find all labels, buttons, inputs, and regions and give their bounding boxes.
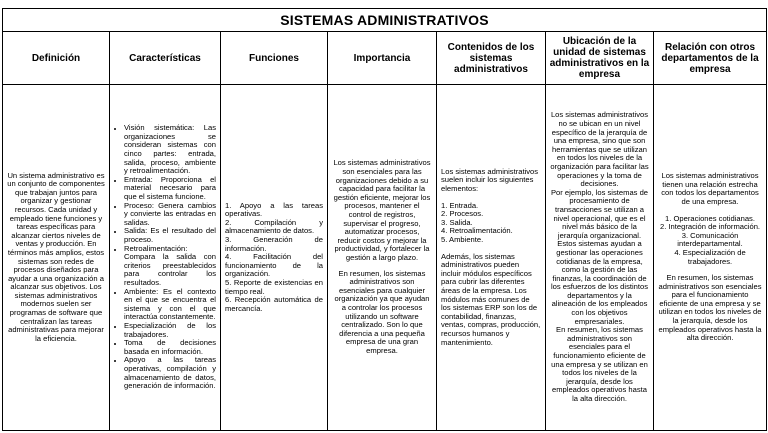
list-item: 1. Entrada. bbox=[441, 200, 479, 210]
cell-funciones bbox=[221, 85, 328, 431]
cell-importancia bbox=[328, 85, 437, 431]
relacion-intro: Los sistemas administrativos tienen una relación estrecha con todos los departamentos de una empresa. bbox=[661, 171, 759, 206]
header-caracteristicas: Características bbox=[110, 32, 221, 85]
cell-caracteristicas bbox=[110, 85, 221, 431]
contenidos-closing: Además, los sistemas administrativos pueden incluir módulos específicos para cubrir las diferentes áreas de la empresa. Los módulos más comunes de los sistemas ERP son los de contabilidad, finanzas, ventas, compras, producción, recursos humanos y mantenimiento. bbox=[441, 251, 541, 347]
list-item: • Salida: Es el resultado del proceso. bbox=[124, 227, 216, 244]
list-item: 6. Recepción automática de mercancía. bbox=[225, 295, 323, 313]
cell-contenidos bbox=[437, 85, 546, 431]
relacion-closing: En resumen, los sistemas administrativos son esenciales para el funcionamiento eficiente de una empresa y se utilizan en todos los niveles de la jerarquía, desde los empleados operativos hasta la alta dirección. bbox=[658, 273, 762, 343]
cell-definicion bbox=[3, 85, 110, 431]
list-item: 2. Integración de información. bbox=[659, 222, 761, 232]
header-row bbox=[3, 32, 767, 85]
caracteristicas-list bbox=[114, 124, 216, 390]
list-item: • Entrada: Proporciona el material necesario para que el sistema funcione. bbox=[124, 176, 216, 202]
header-contenidos: Contenidos de los sistemas administrativos bbox=[437, 32, 546, 85]
importancia-paragraph: Los sistemas administrativos son esenciales para las organizaciones debido a su capacidad para facilitar la gestión eficiente, mejorar los procesos, mantener el control de registros, supervisar el progreso, automatizar procesos, reducir costos y mejorar la productividad, y fortalecer la gestión a largo plazo. bbox=[333, 158, 431, 262]
header-importancia: Importancia bbox=[328, 32, 437, 85]
list-item: 4. Facilitación del funcionamiento de la organización. bbox=[225, 252, 323, 279]
header-definicion: Definición bbox=[3, 32, 110, 85]
cell-ubicacion bbox=[546, 85, 654, 431]
list-item: • Proceso: Genera cambios y convierte las entradas en salidas. bbox=[124, 202, 216, 228]
list-item: • Ambiente: Es el contexto en el que se encuentra el sistema y con el que interactúa constantemente. bbox=[124, 288, 216, 322]
list-item: 5. Ambiente. bbox=[441, 235, 484, 245]
list-item: 4. Especialización de trabajadores. bbox=[674, 247, 746, 266]
list-item: • Toma de decisiones basada en información. bbox=[124, 339, 216, 356]
list-item: 2. Procesos. bbox=[441, 209, 484, 219]
list-item: 4. Retroalimentación. bbox=[441, 226, 513, 236]
list-item: 3. Comunicación interdepartamental. bbox=[677, 230, 743, 249]
list-item: 3. Salida. bbox=[441, 217, 473, 227]
list-item: • Especialización de los trabajadores. bbox=[124, 322, 216, 339]
header-funciones: Funciones bbox=[221, 32, 328, 85]
list-item: 2. Compilación y almacenamiento de datos. bbox=[225, 217, 323, 236]
header-ubicacion: Ubicación de la unidad de sistemas administrativos en la empresa bbox=[546, 32, 654, 85]
list-item: 1. Apoyo a las tareas operativas. bbox=[225, 200, 323, 219]
ubicacion-paragraph: Estos sistemas ayudan a gestionar las operaciones cotidianas de la empresa, como la gestión de las finanzas, la coordinación de los esfuerzos de los distintos departamentos y la alineación de los empleados con los objetivos empresariales. bbox=[550, 239, 649, 326]
body-row bbox=[3, 85, 767, 431]
list-item: • Apoyo a las tareas operativas, compilación y almacenamiento de datos, generación de información. bbox=[124, 356, 216, 390]
header-relacion: Relación con otros departamentos de la empresa bbox=[654, 32, 767, 85]
importancia-paragraph: En resumen, los sistemas administrativos son esenciales para cualquier organización ya que ayudan a controlar los procesos utilizando un software centralizado. Son lo que diferencia a una pequeña empresa de una gran empresa. bbox=[334, 268, 430, 355]
ubicacion-paragraph: Los sistemas administrativos no se ubican en un nivel específico de la jerarquía de una empresa, sino que son herramientas que se utilizan en todos los niveles de la organización para facilitar las operaciones y la toma de decisiones. bbox=[550, 110, 649, 189]
list-item: • Retroalimentación: Compara la salida con criterios preestablecidos para controlar los resultados. bbox=[124, 245, 216, 288]
ubicacion-paragraph: Por ejemplo, los sistemas de procesamiento de transacciones se utilizan a nivel operacional, que es el nivel más básico de la jerarquía organizacional. bbox=[550, 187, 649, 240]
table-title: SISTEMAS ADMINISTRATIVOS bbox=[3, 9, 767, 32]
contenidos-intro: Los sistemas administrativos suelen incluir los siguientes elementos: bbox=[441, 166, 539, 194]
list-item: 5. Reporte de existencias en tiempo real. bbox=[225, 277, 323, 296]
definicion-text: Un sistema administrativo es un conjunto de componentes que trabajan juntos para organizar y gestionar recursos. Cada unidad y empleado tiene funciones y tareas específicas para alcanzar ciertos niveles de ventas y producción. En términos más amplios, estos sistemas son redes de procesos diseñados para ayudar a una organización a alcanzar sus objetivos. Los sistemas administrativos modernos suelen ser programas de software que centralizan las tareas administrativas para mejorar la eficiencia. bbox=[7, 170, 105, 343]
ubicacion-paragraph: En resumen, los sistemas administrativos son esenciales para el funcionamiento eficiente de una empresa y se utilizan en todos los niveles de la jerarquía, desde los empleados operativos hasta la alta dirección. bbox=[551, 325, 648, 403]
list-item: • Visión sistemática: Las organizaciones se consideran sistemas con cinco partes: entrada, salida, proceso, ambiente y retroalimentación. bbox=[124, 124, 216, 176]
list-item: 3. Generación de información. bbox=[225, 235, 323, 253]
cell-relacion bbox=[654, 85, 767, 431]
systems-table bbox=[2, 8, 767, 431]
list-item: 1. Operaciones cotidianas. bbox=[665, 213, 755, 223]
